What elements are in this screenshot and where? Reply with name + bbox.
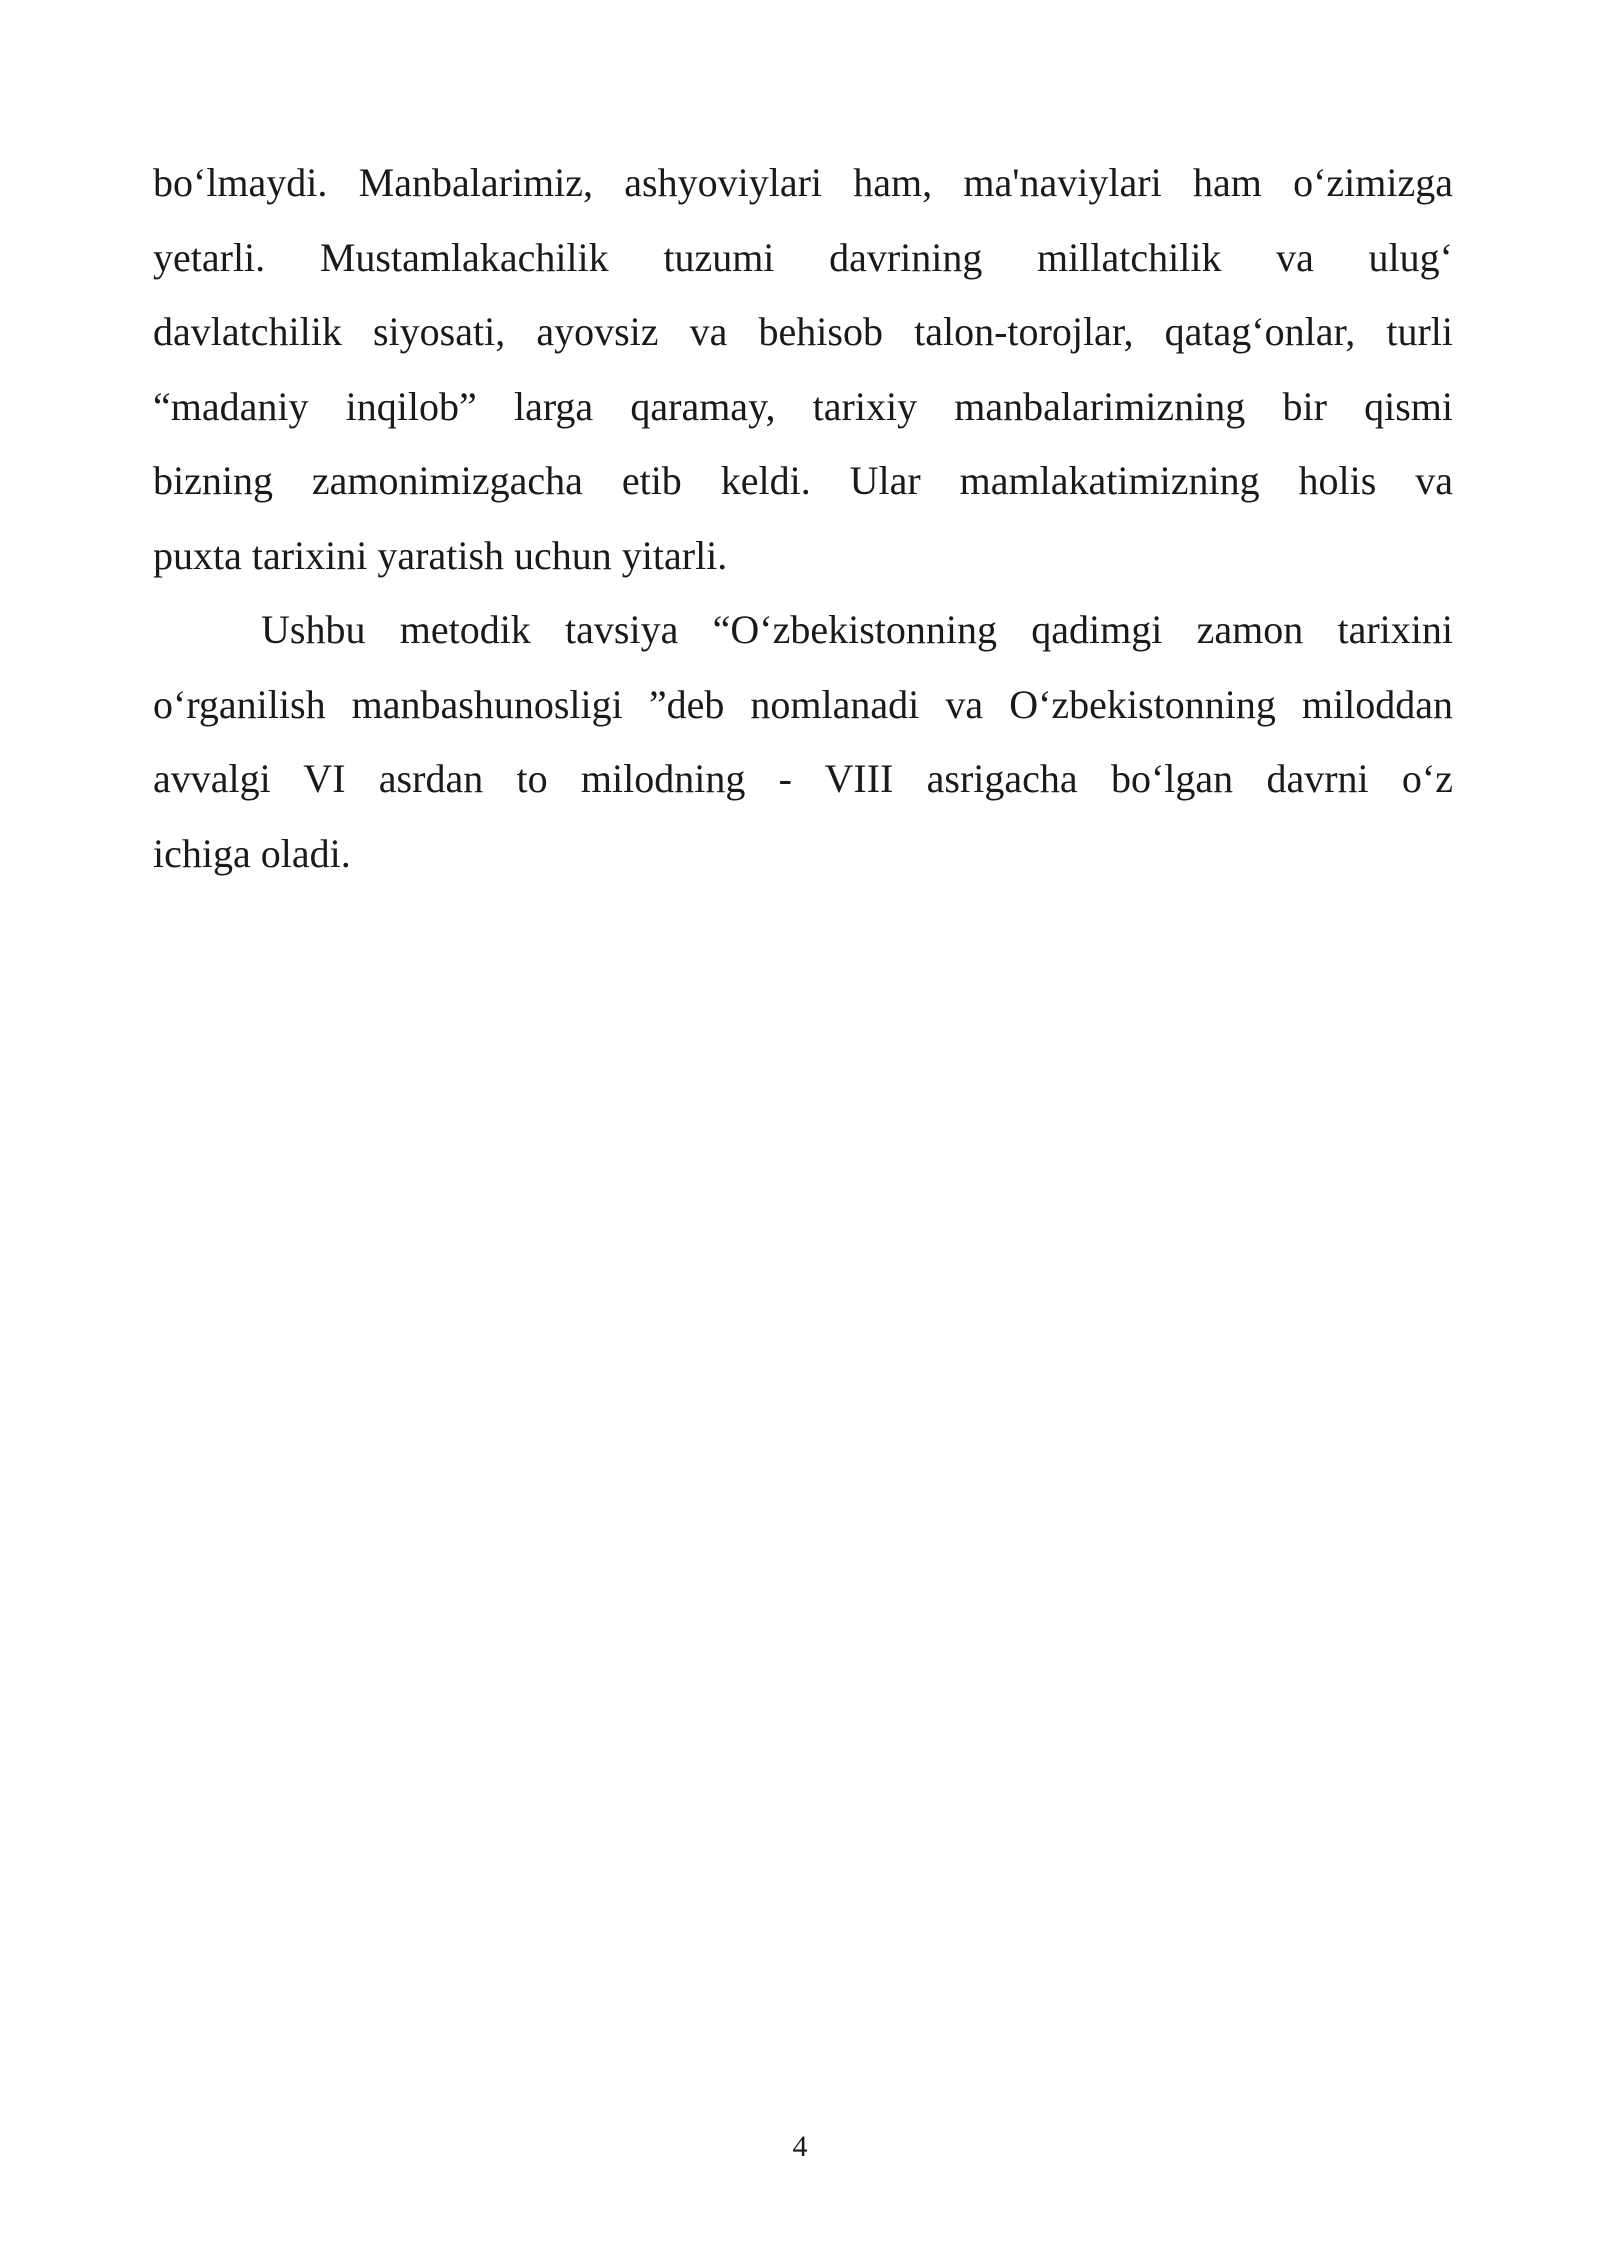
- text-line: puxta tarixini yaratish uchun yitarli.: [153, 532, 728, 578]
- text-line: Ushbu metodik tavsiya “O‘zbekistonning qadimgi zamon tarixini: [261, 607, 1453, 652]
- text-line: yetarli. Mustamlakachilik tuzumi davrining millatchilik va ulug‘: [153, 234, 1453, 280]
- text-line: o‘rganilish manbashunosligi ”deb nomlanadi va O‘zbekistonning miloddan: [153, 681, 1453, 727]
- text-line: ichiga oladi.: [153, 830, 351, 876]
- paragraph-2: [153, 593, 1453, 891]
- text-line: “madaniy inqilob” larga qaramay, tarixiy manbalarimizning bir qismi: [153, 383, 1453, 429]
- text-line: bo‘lmaydi. Manbalarimiz, ashyoviylari ham, ma'naviylari ham o‘zimizga: [153, 160, 1453, 205]
- paragraph-1: [153, 146, 1453, 593]
- body-text: [153, 146, 1453, 891]
- page-number: 4: [792, 2130, 808, 2163]
- text-line: davlatchilik siyosati, ayovsiz va behisob talon-torojlar, qatag‘onlar, turli: [153, 309, 1453, 354]
- text-line: bizning zamonimizgacha etib keldi. Ular mamlakatimizning holis va: [153, 458, 1453, 503]
- text-line: avvalgi VI asrdan to milodning - VIII asrigacha bo‘lgan davrni o‘z: [153, 756, 1453, 801]
